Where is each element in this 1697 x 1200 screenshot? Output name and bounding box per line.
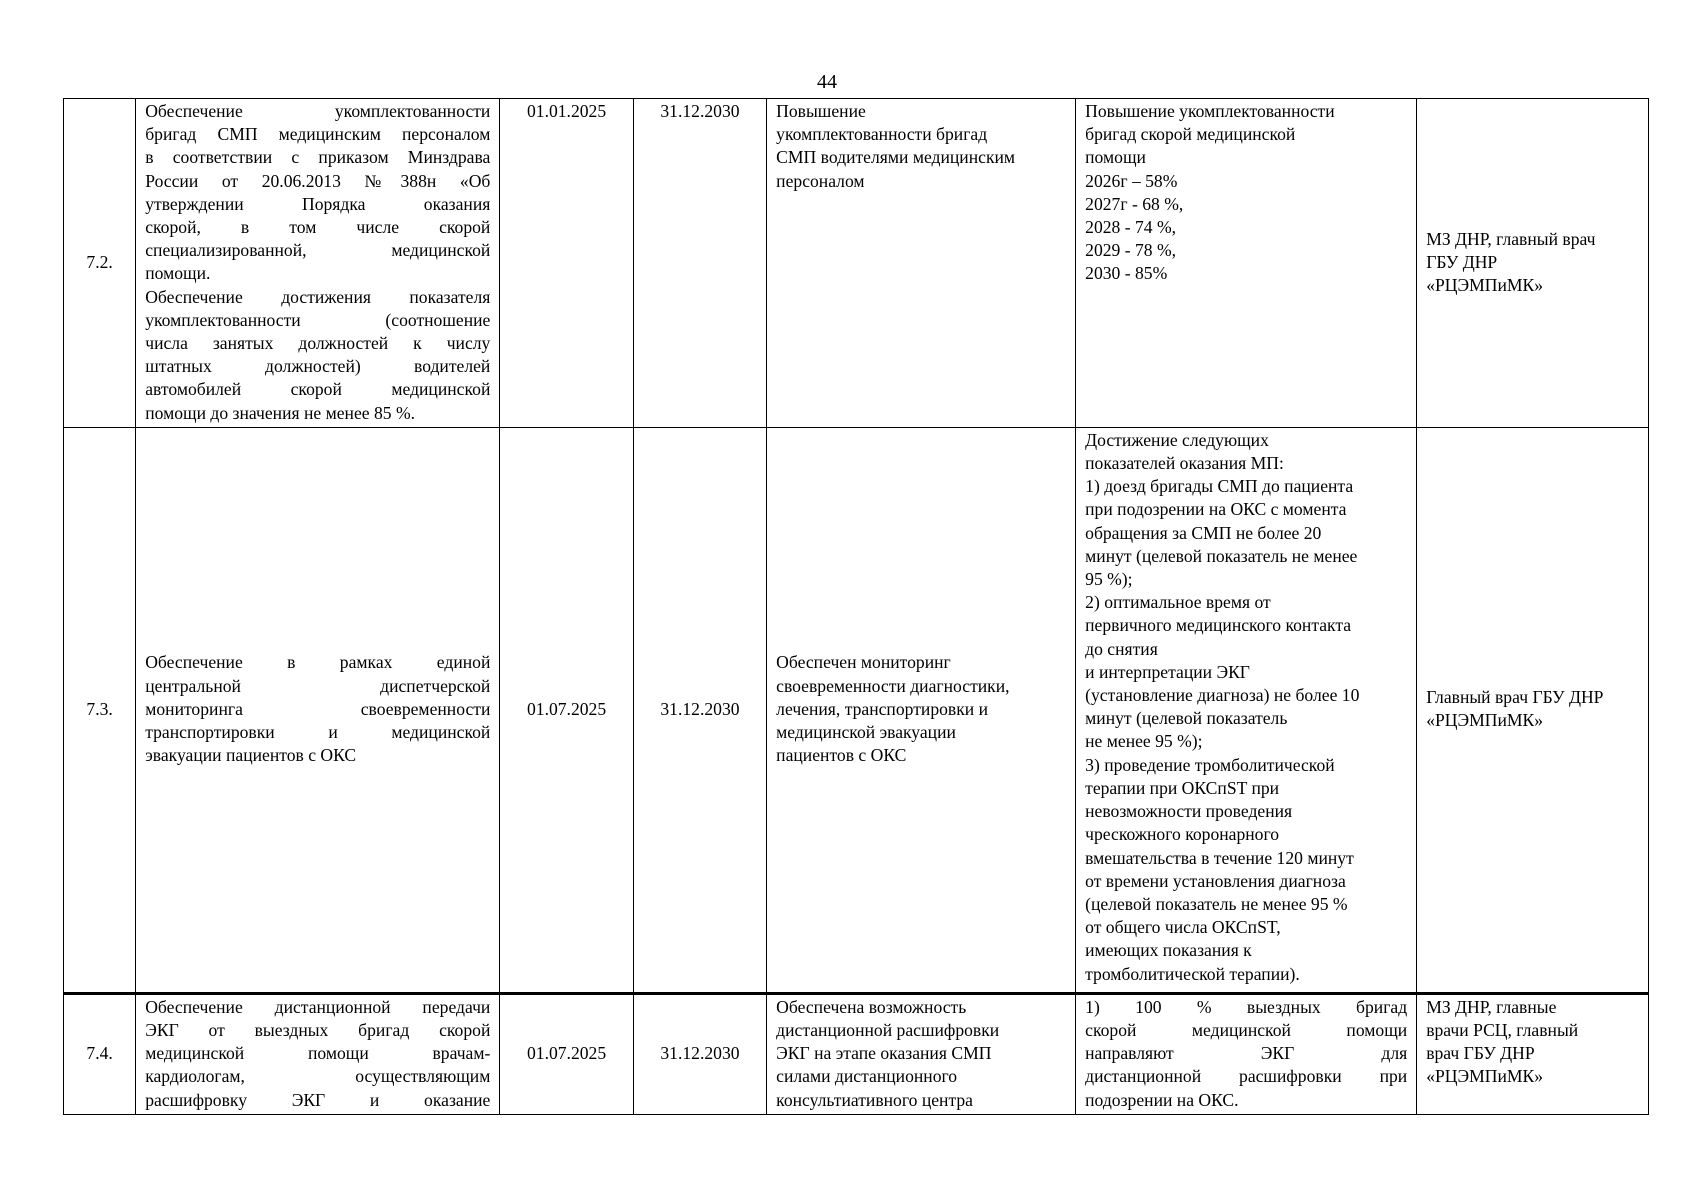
action-line: автомобилей скорой медицинской: [145, 379, 491, 400]
indicator-line: помощи: [1085, 147, 1146, 168]
action-line: эвакуации пациентов с ОКС: [145, 745, 357, 766]
action-line: числа занятых должностей к числу: [145, 333, 491, 354]
result-cell: [767, 427, 1076, 993]
row-number: 7.4.: [64, 993, 136, 1114]
end-date: 31.12.2030: [633, 427, 766, 993]
result-line: лечения, транспортировки и: [776, 698, 988, 719]
responsible-line: «РЦЭМПиМК»: [1426, 275, 1544, 296]
indicator-cell: [1076, 99, 1417, 428]
indicator-line: скорой медицинской помощи: [1085, 1020, 1408, 1041]
row-number: 7.3.: [64, 427, 136, 993]
indicator-line: от времени установления диагноза: [1085, 870, 1346, 891]
action-line: специализированной, медицинской: [145, 240, 491, 261]
indicator-line: невозможности проведения: [1085, 801, 1293, 822]
action-cell: [136, 99, 500, 428]
result-line: медицинской эвакуации: [776, 721, 956, 742]
result-line: Повышение: [776, 101, 866, 121]
result-line: Обеспечен мониторинг: [776, 652, 951, 673]
indicator-line: 95 %);: [1085, 569, 1133, 590]
action-line: центральной диспетчерской: [145, 675, 491, 696]
action-line: помощи до значения не менее 85 %.: [145, 402, 416, 423]
result-line: СМП водителями медицинским: [776, 147, 1016, 168]
result-line: своевременности диагностики,: [776, 675, 1010, 696]
responsible-cell: [1417, 993, 1649, 1114]
action-line: медицинской помощи врачам-: [145, 1043, 491, 1064]
action-line: мониторинга своевременности: [145, 698, 491, 719]
end-date: 31.12.2030: [633, 993, 766, 1114]
result-line: дистанционной расшифровки: [776, 1020, 1000, 1041]
result-line: силами дистанционного: [776, 1066, 958, 1087]
indicator-line: тромболитической терапии).: [1085, 963, 1300, 984]
action-line: скорой, в том числе скорой: [145, 217, 491, 238]
indicator-line: терапии при ОКСпST при: [1085, 777, 1280, 798]
action-line: помощи.: [145, 263, 211, 284]
result-cell: [767, 993, 1076, 1114]
indicator-line: имеющих показания к: [1085, 940, 1252, 961]
responsible-cell: [1417, 99, 1649, 428]
result-line: Обеспечена возможность: [776, 996, 967, 1017]
indicator-line: при подозрении на ОКС с момента: [1085, 499, 1347, 520]
action-line: бригад СМП медицинским персоналом: [145, 124, 491, 145]
indicator-line: Достижение следующих: [1085, 429, 1269, 450]
responsible-line: ГБУ ДНР: [1426, 251, 1498, 272]
indicator-line: 2026г – 58%: [1085, 170, 1178, 191]
action-cell: [136, 993, 500, 1114]
action-line: Обеспечение укомплектованности: [145, 101, 491, 121]
indicator-line: 1) доезд бригады СМП до пациента: [1085, 476, 1354, 497]
indicator-line: направляют ЭКГ для: [1085, 1043, 1408, 1064]
indicator-line: бригад скорой медицинской: [1085, 124, 1296, 145]
action-line: укомплектованности (соотношение: [145, 309, 491, 330]
indicator-line: 2030 - 85%: [1085, 263, 1168, 284]
responsible-line: МЗ ДНР, главные: [1426, 996, 1557, 1017]
indicator-line: (целевой показатель не менее 95 %: [1085, 893, 1348, 914]
indicator-line: дистанционной расшифровки при: [1085, 1066, 1408, 1087]
result-line: консультиативного центра: [776, 1089, 973, 1110]
indicator-line: 2029 - 78 %,: [1085, 240, 1177, 261]
action-line: кардиологам, осуществляющим: [145, 1066, 491, 1087]
result-line: ЭКГ на этапе оказания СМП: [776, 1043, 992, 1064]
table-row: [64, 99, 1649, 428]
indicator-line: не менее 95 %);: [1085, 731, 1203, 752]
indicator-line: 2028 - 74 %,: [1085, 217, 1177, 238]
responsible-cell: [1417, 427, 1649, 993]
action-line: Обеспечение в рамках единой: [145, 652, 491, 673]
responsible-line: врачи РСЦ, главный: [1426, 1020, 1579, 1041]
start-date: 01.07.2025: [500, 427, 633, 993]
responsible-line: врач ГБУ ДНР: [1426, 1043, 1535, 1064]
indicator-line: и интерпретации ЭКГ: [1085, 661, 1250, 682]
indicator-cell: [1076, 993, 1417, 1114]
responsible-line: «РЦЭМПиМК»: [1426, 1066, 1544, 1087]
indicator-line: минут (целевой показатель не менее: [1085, 545, 1358, 566]
action-line: транспортировки и медицинской: [145, 721, 491, 742]
indicator-line: обращения за СМП не более 20: [1085, 522, 1322, 543]
action-line: расшифровку ЭКГ и оказание: [145, 1089, 491, 1110]
action-plan-table: [63, 98, 1649, 1115]
indicator-line: (установление диагноза) не более 10: [1085, 685, 1360, 706]
action-line: в соответствии с приказом Минздрава: [145, 147, 491, 168]
action-cell: [136, 427, 500, 993]
action-line: штатных должностей) водителей: [145, 356, 491, 377]
result-line: персоналом: [776, 170, 865, 191]
start-date: 01.01.2025: [500, 99, 633, 428]
result-line: укомплектованности бригад: [776, 124, 988, 145]
action-line: России от 20.06.2013 №388н «Об: [145, 170, 491, 191]
row-number: 7.2.: [64, 99, 136, 428]
result-cell: [767, 99, 1076, 428]
end-date: 31.12.2030: [633, 99, 766, 428]
indicator-line: чрескожного коронарного: [1085, 824, 1280, 845]
table-row: [64, 993, 1649, 1114]
action-line: Обеспечение дистанционной передачи: [145, 996, 491, 1017]
responsible-line: Главный врач ГБУ ДНР: [1426, 687, 1604, 708]
action-line: ЭКГ от выездных бригад скорой: [145, 1020, 491, 1041]
start-date: 01.07.2025: [500, 993, 633, 1114]
action-line: утверждении Порядка оказания: [145, 193, 491, 214]
page-number: 44: [817, 71, 837, 93]
responsible-line: «РЦЭМПиМК»: [1426, 710, 1544, 731]
indicator-line: 1) 100 % выездных бригад: [1085, 996, 1408, 1017]
indicator-line: до снятия: [1085, 638, 1158, 659]
indicator-line: 2027г - 68 %,: [1085, 193, 1184, 214]
indicator-line: Повышение укомплектованности: [1085, 101, 1335, 121]
indicator-line: показателей оказания МП:: [1085, 453, 1284, 474]
responsible-line: МЗ ДНР, главный врач: [1426, 228, 1596, 249]
indicator-line: подозрении на ОКС.: [1085, 1089, 1239, 1110]
table-row: [64, 427, 1649, 993]
indicator-line: 2) оптимальное время от: [1085, 592, 1271, 613]
indicator-line: 3) проведение тромболитической: [1085, 754, 1335, 775]
indicator-cell: [1076, 427, 1417, 993]
indicator-line: первичного медицинского контакта: [1085, 615, 1352, 636]
indicator-line: минут (целевой показатель: [1085, 708, 1288, 729]
action-line: Обеспечение достижения показателя: [145, 286, 491, 307]
indicator-line: от общего числа ОКСпST,: [1085, 917, 1281, 938]
result-line: пациентов с ОКС: [776, 745, 907, 766]
indicator-line: вмешательства в течение 120 минут: [1085, 847, 1354, 868]
